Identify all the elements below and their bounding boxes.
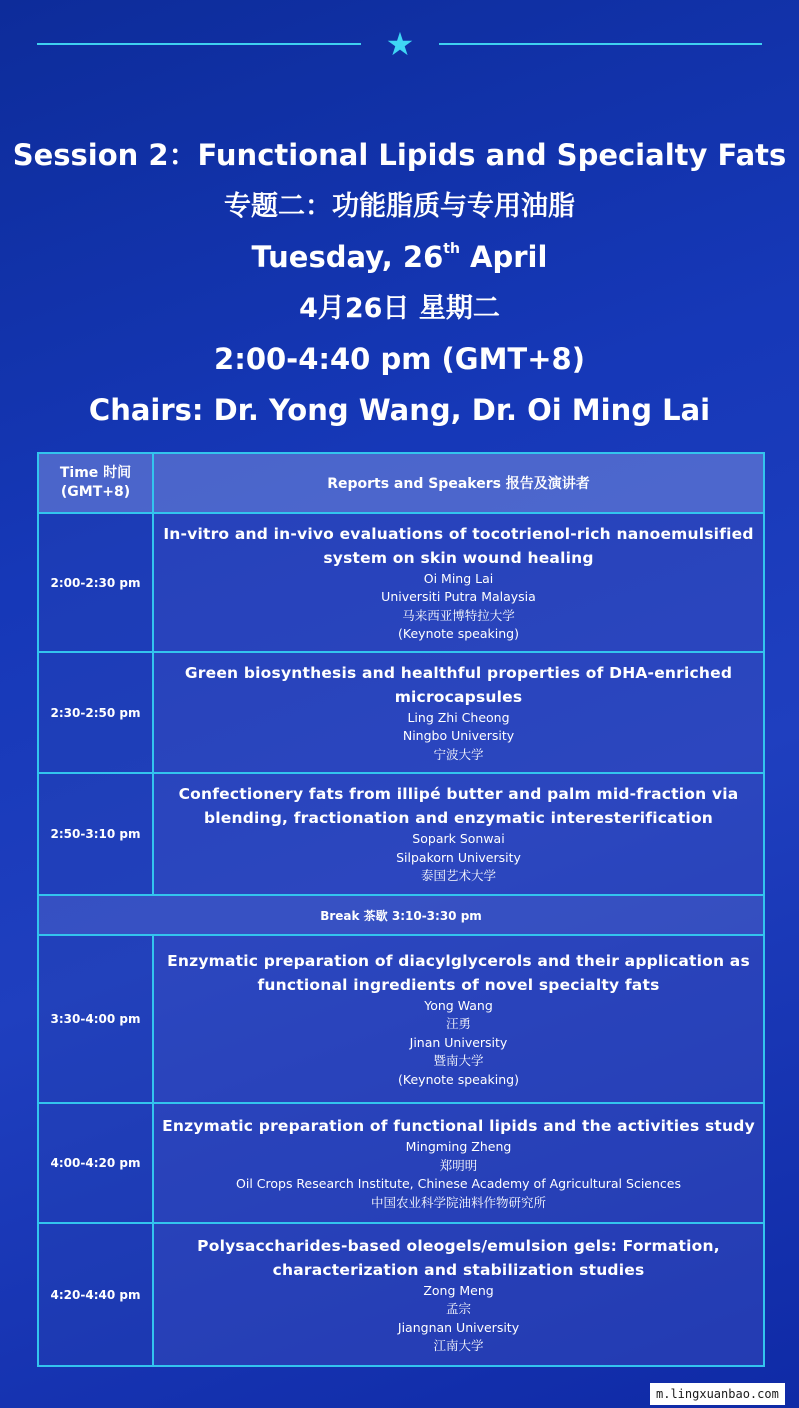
break-label: Break 茶歇 3:10-3:30 pm <box>38 895 764 935</box>
speaker-name: Mingming Zheng <box>405 1139 512 1154</box>
talk-content <box>153 513 764 652</box>
speaker-affiliation: Oil Crops Research Institute, Chinese Academy of Agricultural Sciences <box>236 1176 681 1191</box>
break-row <box>38 895 764 935</box>
talk-content <box>153 1223 764 1366</box>
talk-title: system on skin wound healing <box>323 548 594 567</box>
table-row <box>38 1103 764 1223</box>
decorative-line-right <box>439 43 762 45</box>
speaker-affiliation-cn: 中国农业科学院油料作物研究所 <box>370 1194 546 1210</box>
talk-content <box>153 773 764 895</box>
speaker-affiliation-cn: 泰国艺术大学 <box>420 868 496 884</box>
talk-title: Confectionery fats from illipé butter and palm mid-fraction via <box>178 785 739 804</box>
table-header-row <box>38 453 764 513</box>
talk-title: Polysaccharides-based oleogels/emulsion gels: Formation, <box>197 1236 720 1255</box>
speaker-name: Sopark Sonwai <box>412 831 505 847</box>
speaker-name-cn: 孟宗 <box>445 1301 471 1316</box>
speaker-affiliation: Jiangnan University <box>397 1319 520 1335</box>
talk-content <box>153 935 764 1103</box>
date-en-suffix: April <box>459 240 548 274</box>
talk-title: functional ingredients of novel specialty fats <box>257 975 660 994</box>
session-date-en <box>0 232 799 283</box>
talk-time: 2:50-3:10 pm <box>38 773 153 895</box>
speaker-affiliation-cn: 宁波大学 <box>433 746 484 762</box>
session-time: 2:00-4:40 pm (GMT+8) <box>214 342 585 376</box>
speaker-affiliation-cn: 暨南大学 <box>433 1053 484 1069</box>
speaker-name-cn: 郑明明 <box>439 1157 478 1173</box>
date-en-sup: th <box>443 241 460 257</box>
session-date-cn: 4月26日 星期二 <box>299 293 500 324</box>
speaker-name: Ling Zhi Cheong <box>407 709 510 725</box>
talk-time: 4:20-4:40 pm <box>38 1223 153 1366</box>
speaker-affiliation-cn: 江南大学 <box>433 1338 484 1353</box>
header-time-sub: (GMT+8) <box>60 484 131 500</box>
speaker-affiliation: Universiti Putra Malaysia <box>381 589 536 604</box>
speaker-affiliation: Ningbo University <box>402 728 515 744</box>
talk-title: characterization and stabilization studies <box>272 1260 645 1279</box>
schedule-table <box>37 452 765 1367</box>
speaker-name: Oi Ming Lai <box>423 570 494 586</box>
talk-content <box>153 1103 764 1223</box>
speaker-note: (Keynote speaking) <box>398 626 519 641</box>
session-header <box>0 130 799 436</box>
talk-title: blending, fractionation and enzymatic interesterification <box>203 809 714 828</box>
date-en-prefix: Tuesday, 26 <box>251 240 444 274</box>
talk-content <box>153 652 764 773</box>
talk-time: 2:30-2:50 pm <box>38 652 153 773</box>
speaker-affiliation-cn: 马来西亚博特拉大学 <box>402 607 515 623</box>
table-row <box>38 1223 764 1366</box>
header-reports: Reports and Speakers 报告及演讲者 <box>153 453 764 513</box>
talk-title: Green biosynthesis and healthful properties of DHA-enriched <box>184 663 733 682</box>
speaker-affiliation: Jinan University <box>409 1034 508 1050</box>
talk-title: Enzymatic preparation of diacylglycerols and their application as <box>167 951 750 970</box>
table-row <box>38 513 764 652</box>
talk-title: Enzymatic preparation of functional lipids and the activities study <box>162 1117 755 1135</box>
speaker-name: Zong Meng <box>423 1282 494 1298</box>
table-row <box>38 773 764 895</box>
talk-title: In-vitro and in-vivo evaluations of tocotrienol-rich nanoemulsified <box>163 524 754 543</box>
table-row <box>38 652 764 773</box>
talk-title: microcapsules <box>394 687 523 706</box>
header-time: Time 时间 <box>59 465 132 481</box>
talk-time: 4:00-4:20 pm <box>38 1103 153 1223</box>
table-row <box>38 935 764 1103</box>
talk-time: 2:00-2:30 pm <box>38 513 153 652</box>
speaker-note: (Keynote speaking) <box>398 1071 519 1087</box>
speaker-name-cn: 汪勇 <box>445 1016 471 1032</box>
session-title-en: Session 2：Functional Lipids and Specialty Fats <box>12 138 787 172</box>
decorative-line-left <box>37 43 361 45</box>
speaker-name: Yong Wang <box>424 997 493 1013</box>
header-time-cell <box>38 453 153 513</box>
speaker-affiliation: Silpakorn University <box>396 849 521 865</box>
session-chairs: Chairs: Dr. Yong Wang, Dr. Oi Ming Lai <box>88 393 711 427</box>
star-icon: ★ <box>385 25 415 63</box>
watermark: m.lingxuanbao.com <box>650 1383 785 1405</box>
talk-time: 3:30-4:00 pm <box>38 935 153 1103</box>
session-title-cn: 专题二：功能脂质与专用油脂 <box>224 191 575 222</box>
